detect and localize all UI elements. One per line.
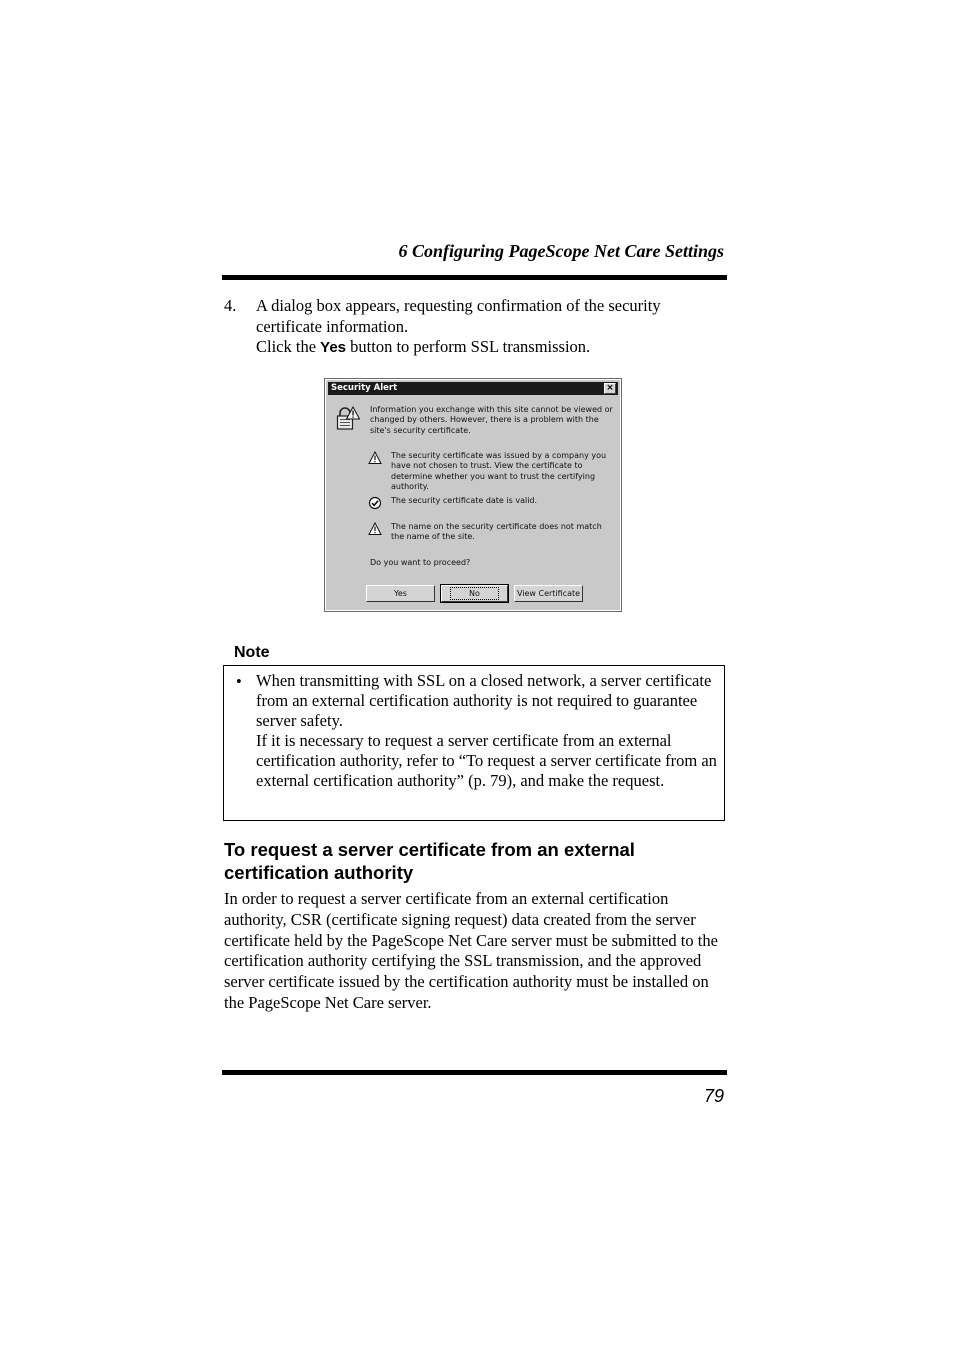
dialog-item-text: The security certificate date is valid. <box>391 496 538 505</box>
note-label: Note <box>234 644 270 661</box>
click-suffix: button to perform SSL transmission. <box>346 337 591 356</box>
note-bullet: • <box>236 672 242 691</box>
view-certificate-button[interactable]: View Certificate <box>514 585 583 602</box>
chapter-title: 6 Configuring PageScope Net Care Settings <box>398 241 724 261</box>
section-body: In order to request a server certificate from an external certification authority, CSR (certificate signing request) data created from the server certificate held by the PageScope Net Care server must be submitted to the certification authority certifying the SSL transmission, and the approved server certificate issued by the certification authority must be installed on the PageScope Net Care server. <box>224 889 718 1012</box>
click-prefix: Click the <box>256 337 321 356</box>
dialog-titlebar <box>328 382 618 395</box>
header-rule <box>222 275 727 280</box>
note-paragraph-2: If it is necessary to request a server certificate from an external certification authority, refer to “To request a server certificate from an external certification authority” (p. 79), and make the request. <box>256 731 717 790</box>
dialog-title: Security Alert <box>331 383 398 393</box>
footer-rule <box>222 1070 727 1075</box>
no-button-label: No <box>450 587 499 600</box>
warning-icon <box>368 522 382 536</box>
no-button[interactable] <box>441 585 508 602</box>
dialog-item-text: The security certificate was issued by a company you have not chosen to trust. View the certificate to determine whether you want to trust the certifying authority. <box>391 451 607 491</box>
yes-button[interactable]: Yes <box>366 585 435 602</box>
close-icon[interactable]: × <box>604 383 616 394</box>
page-number: 79 <box>703 1086 724 1106</box>
dialog-item-text: The name on the security certificate does not match the name of the site. <box>391 522 602 542</box>
step-line-2 <box>256 337 726 359</box>
note-paragraph-1: When transmitting with SSL on a closed network, a server certificate from an external certification authority is not required to guarantee server safety. <box>256 671 712 730</box>
step-number: 4. <box>224 296 237 315</box>
lock-warning-icon <box>336 406 360 432</box>
dialog-intro-text: Information you exchange with this site cannot be viewed or changed by others. However, there is a problem with the site's security certificate. <box>370 405 613 435</box>
step-text <box>256 296 726 359</box>
step-line-1: A dialog box appears, requesting confirmation of the security certificate information. <box>256 296 661 336</box>
security-alert-dialog <box>325 379 621 611</box>
section-heading: To request a server certificate from an external certification authority <box>224 839 635 883</box>
yes-button-name: Yes <box>320 339 347 356</box>
check-icon <box>368 496 382 510</box>
note-text <box>256 671 718 791</box>
dialog-question: Do you want to proceed? <box>370 558 471 567</box>
warning-icon <box>368 451 382 465</box>
